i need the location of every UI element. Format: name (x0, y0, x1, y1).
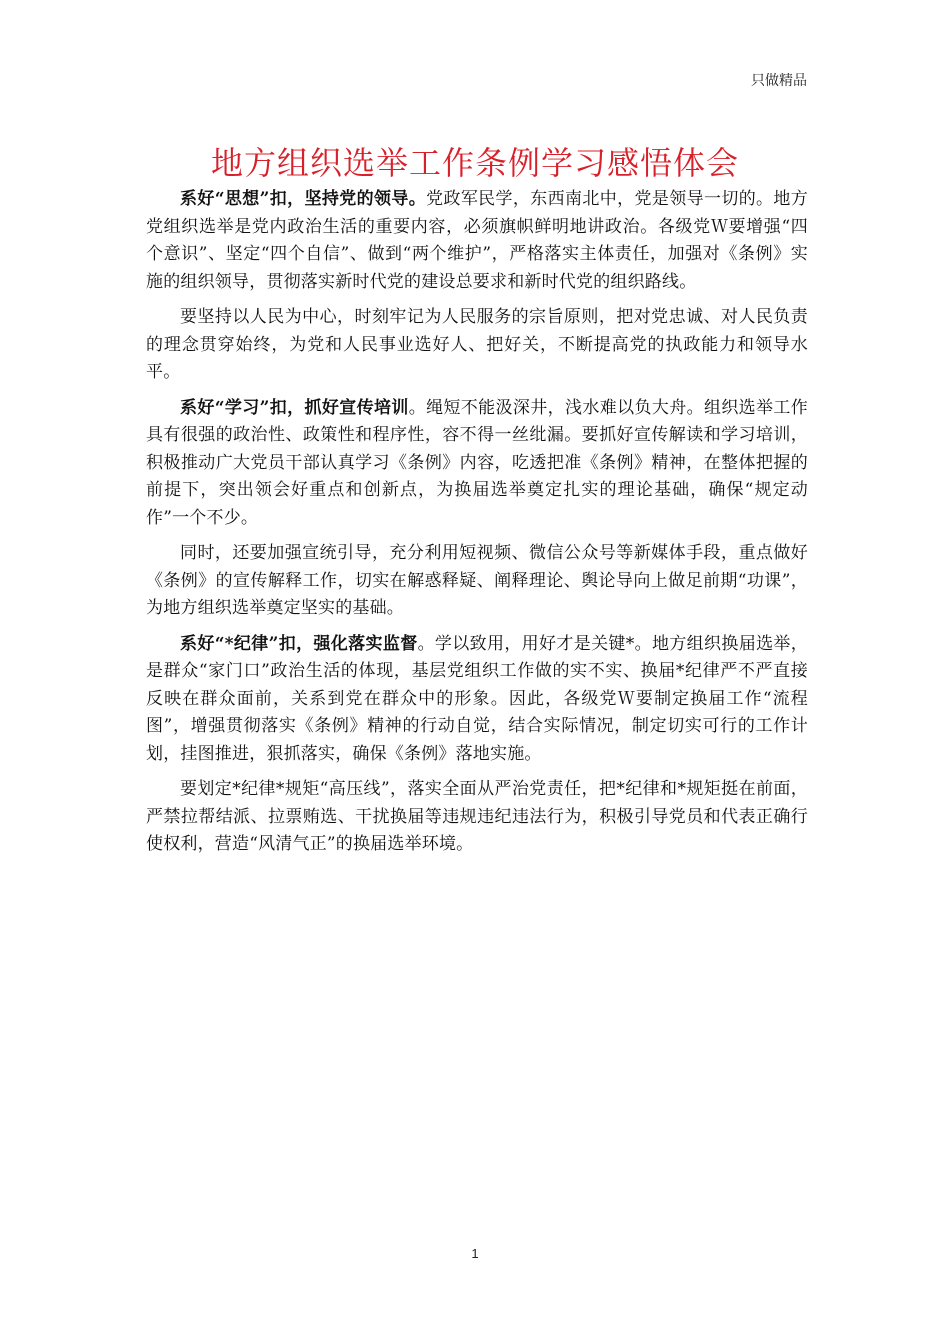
document-title: 地方组织选举工作条例学习感悟体会 (210, 144, 739, 182)
paragraph-3-lead: 系好“学习”扣，抓好宣传培训 (180, 397, 409, 418)
paragraph-3 (146, 395, 808, 533)
document-body (146, 186, 808, 867)
paragraph-6-text: 要划定*纪律*规矩“高压线”，落实全面从严治党责任，把*纪律和*规矩挺在前面，严禁拉帮结派、拉票贿选、干扰换届等违规违纪违法行为，积极引导党员和代表正确行使权利，营造“风清气正”的换届选举环境。 (146, 779, 808, 854)
page-number: 1 (471, 1246, 479, 1261)
header-note: 只做精品 (751, 73, 807, 89)
paragraph-5-lead: 系好“*纪律”扣，强化落实监督 (180, 633, 418, 654)
paragraph-1-lead: 系好“思想”扣，坚持党的领导。 (180, 189, 427, 209)
paragraph-5 (146, 631, 808, 769)
paragraph-2-text: 要坚持以人民为中心，时刻牢记为人民服务的宗旨原则，把对党忠诚、对人民负责的理念贯穿始终，为党和人民事业选好人、把好关，不断提高党的执政能力和领导水平。 (146, 307, 808, 382)
paragraph-4 (146, 540, 808, 623)
paragraph-1 (146, 186, 808, 296)
paragraph-3-text: 。绳短不能汲深井，浅水难以负大舟。组织选举工作具有很强的政治性、政策性和程序性，容不得一丝纰漏。要抓好宣传解读和学习培训，积极推动广大党员干部认真学习《条例》内容，吃透把准《条例》精神，在整体把握的前提下，突出领会好重点和创新点，为换届选举奠定扎实的理论基础，确保“规定动作”一个不少。 (146, 397, 808, 528)
paragraph-2 (146, 304, 808, 387)
paragraph-4-text: 同时，还要加强宣统引导，充分利用短视频、微信公众号等新媒体手段，重点做好《条例》的宣传解释工作，切实在解惑释疑、阐释理论、舆论导向上做足前期“功课”，为地方组织选举奠定坚实的基础。 (146, 543, 808, 618)
paragraph-1-text: 党政军民学，东西南北中，党是领导一切的。地方党组织选举是党内政治生活的重要内容，必须旗帜鲜明地讲政治。各级党Ｗ要增强“四个意识”、坚定“四个自信”、做到“两个维护”，严格落实主体责任，加强对《条例》实施的组织领导，贯彻落实新时代党的建设总要求和新时代党的组织路线。 (146, 189, 808, 292)
paragraph-6 (146, 776, 808, 859)
paragraph-5-text: 。学以致用，用好才是关键*。地方组织换届选举，是群众“家门口”政治生活的体现，基层党组织工作做的实不实、换届*纪律严不严直接反映在群众面前，关系到党在群众中的形象。因此，各级党Ｗ要制定换届工作“流程图”，增强贯彻落实《条例》精神的行动自觉，结合实际情况，制定切实可行的工作计划，挂图推进，狠抓落实，确保《条例》落地实施。 (146, 633, 808, 764)
